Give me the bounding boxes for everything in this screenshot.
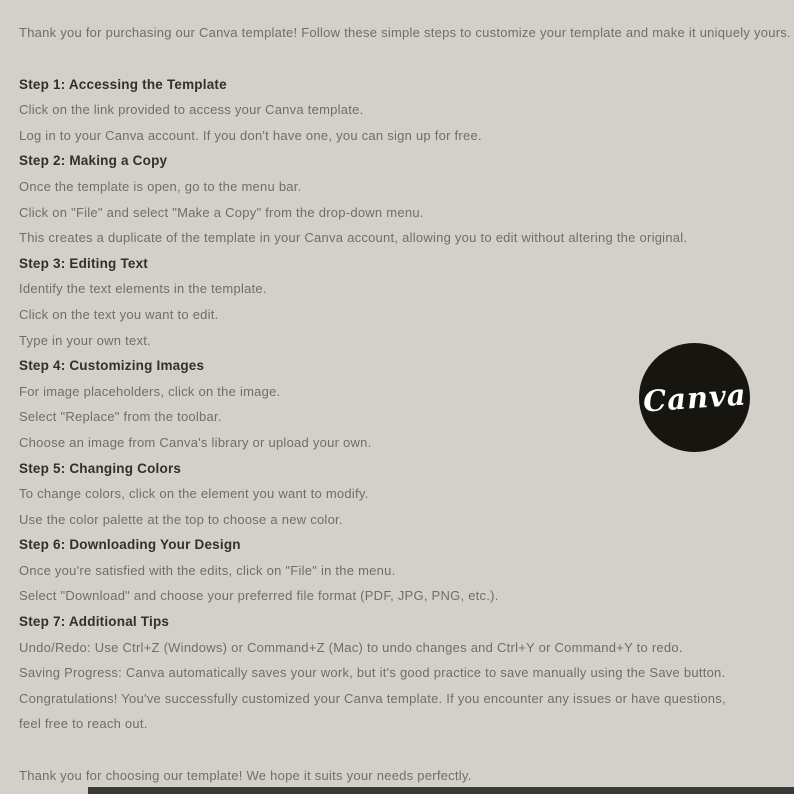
instruction-line: Choose an image from Canva's library or upload your own.: [19, 434, 372, 450]
instruction-line: Select "Replace" from the toolbar.: [19, 409, 222, 425]
instruction-line: Once the template is open, go to the menu bar.: [19, 178, 302, 194]
step-4-heading: Step 4: Customizing Images: [19, 358, 205, 374]
instruction-line: Click on the link provided to access your Canva template.: [19, 102, 364, 118]
instruction-line: To change colors, click on the element you want to modify.: [19, 486, 369, 502]
step-6-heading: Step 6: Downloading Your Design: [19, 537, 241, 553]
instruction-line: Identify the text elements in the template.: [19, 281, 267, 297]
instruction-line: Click on the text you want to edit.: [19, 306, 219, 322]
step-1-heading: Step 1: Accessing the Template: [19, 76, 227, 92]
instruction-line: feel free to reach out.: [19, 716, 148, 732]
step-7-heading: Step 7: Additional Tips: [19, 614, 170, 630]
instruction-line: This creates a duplicate of the template in your Canva account, allowing you to edit without altering the original.: [19, 230, 688, 246]
instruction-line: Click on "File" and select "Make a Copy" from the drop-down menu.: [19, 204, 424, 220]
step-3-heading: Step 3: Editing Text: [19, 255, 149, 271]
instruction-line: Saving Progress: Canva automatically saves your work, but it's good practice to save manually using the Save button.: [19, 665, 726, 681]
instruction-line: For image placeholders, click on the image.: [19, 383, 281, 399]
instruction-line: Log in to your Canva account. If you don't have one, you can sign up for free.: [19, 127, 482, 143]
closing-text: Thank you for choosing our template! We hope it suits your needs perfectly.: [19, 768, 472, 784]
instruction-line: Once you're satisfied with the edits, click on "File" in the menu.: [19, 562, 396, 578]
instruction-line: Type in your own text.: [19, 332, 151, 348]
instruction-line: Use the color palette at the top to choose a new color.: [19, 511, 343, 527]
progress-scrollbar[interactable]: [88, 787, 794, 794]
instruction-line: Undo/Redo: Use Ctrl+Z (Windows) or Command+Z (Mac) to undo changes and Ctrl+Y or Command+Y to redo.: [19, 639, 683, 655]
intro-text: Thank you for purchasing our Canva template! Follow these simple steps to customize your template and make it uniquely yours.: [19, 25, 791, 40]
canva-logo: [639, 343, 750, 452]
step-5-heading: Step 5: Changing Colors: [19, 460, 182, 476]
instruction-line: Congratulations! You've successfully customized your Canva template. If you encounter any issues or have questions,: [19, 690, 726, 706]
spacer: [19, 46, 794, 72]
canva-logo-text: Canva: [641, 376, 748, 419]
step-2-heading: Step 2: Making a Copy: [19, 153, 168, 169]
instruction-line: Select "Download" and choose your preferred file format (PDF, JPG, PNG, etc.).: [19, 588, 499, 604]
spacer: [19, 737, 794, 763]
